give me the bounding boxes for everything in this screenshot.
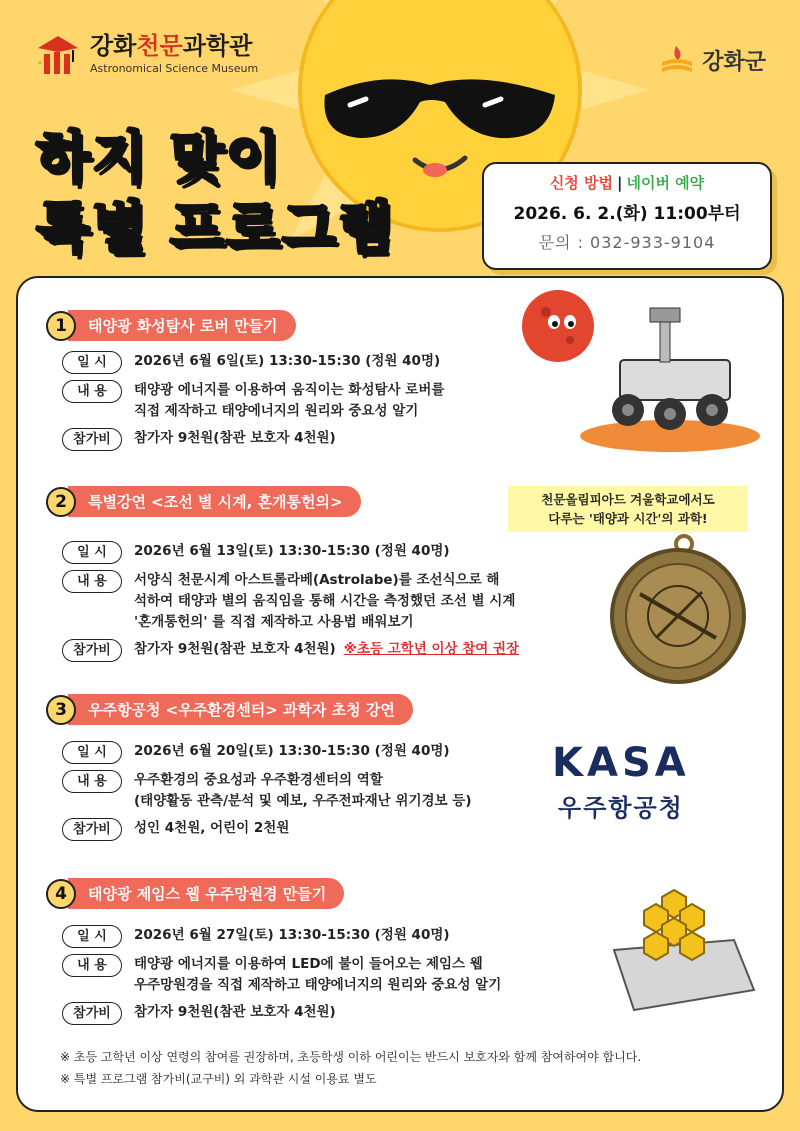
fee-label: 참가비: [62, 639, 122, 662]
museum-logo-icon: [34, 30, 82, 78]
program-fee: 참가자 9천원(참관 보호자 4천원) ※초등 고학년 이상 참여 권장: [134, 641, 520, 657]
fee-label: 참가비: [62, 1002, 122, 1025]
museum-name: 강화천문과학관: [90, 31, 253, 60]
apply-method: 신청 방법 | 네이버 예약: [549, 174, 705, 192]
mars-rover-illustration: [510, 286, 760, 456]
program-content: 서양식 천문시계 아스트롤라베(Astrolabe)를 조선식으로 해 석하여 태양과 별의 움직임을 통해 시간을 측정했던 조선 별 시계 '혼개통헌의' 를 직접 제작하고 사용법 배워보기: [134, 572, 516, 630]
footnotes: [60, 1046, 641, 1090]
fee-label: 참가비: [62, 818, 122, 841]
kasa-name: 우주항공청: [557, 794, 684, 822]
title-line-1: 하지 맞이: [36, 126, 282, 191]
county-flame-icon: [658, 44, 696, 76]
kasa-wordmark: KASA: [552, 740, 690, 786]
program-number: 3: [46, 695, 76, 725]
program-number: 4: [46, 879, 76, 909]
program-title: 태양광 제임스 웹 우주망원경 만들기: [68, 878, 344, 909]
date-label: 일 시: [62, 541, 122, 564]
page-title: [36, 124, 394, 264]
program-number: 2: [46, 487, 76, 517]
olympiad-note: 천문올림피아드 겨울학교에서도 다루는 '태양과 시간'의 과학!: [508, 486, 748, 532]
content-label: 내 용: [62, 770, 122, 793]
date-label: 일 시: [62, 741, 122, 764]
county-logo: [658, 44, 766, 76]
kasa-logo: [552, 740, 690, 823]
telescope-illustration: [604, 880, 764, 1020]
content-label: 내 용: [62, 380, 122, 403]
program-date: 2026년 6월 27일(토) 13:30-15:30 (정원 40명): [134, 927, 450, 943]
program-title: 특별강연 <조선 별 시계, 혼개통헌의>: [68, 486, 361, 517]
county-name: 강화군: [702, 49, 766, 75]
program-2: [46, 486, 519, 668]
program-fee: 성인 4천원, 어린이 2천원: [134, 820, 290, 836]
program-number: 1: [46, 311, 76, 341]
astrolabe-illustration: [600, 534, 750, 684]
apply-info-box: [482, 162, 772, 270]
date-label: 일 시: [62, 925, 122, 948]
program-date: 2026년 6월 13일(토) 13:30-15:30 (정원 40명): [134, 543, 450, 559]
program-title: 태양광 화성탐사 로버 만들기: [68, 310, 296, 341]
program-title: 우주항공청 <우주환경센터> 과학자 초청 강연: [68, 694, 413, 725]
content-label: 내 용: [62, 570, 122, 593]
program-content: 우주환경의 중요성과 우주환경센터의 역할 (태양활동 관측/분석 및 예보, 우주전파재난 위기경보 등): [134, 772, 472, 809]
museum-logo: [34, 30, 258, 78]
program-fee: 참가자 9천원(참관 보호자 4천원): [134, 430, 336, 446]
apply-datetime: 2026. 6. 2.(화) 11:00부터: [513, 204, 741, 224]
program-4: [46, 878, 501, 1031]
footnote-2: ※ 특별 프로그램 참가비(교구비) 외 과학관 시설 이용료 별도: [60, 1072, 377, 1086]
fee-label: 참가비: [62, 428, 122, 451]
age-warning: ※초등 고학년 이상 참여 권장: [343, 641, 520, 657]
museum-name-en: Astronomical Science Museum: [90, 61, 259, 75]
date-label: 일 시: [62, 351, 122, 374]
content-label: 내 용: [62, 954, 122, 977]
program-1: [46, 310, 444, 457]
program-date: 2026년 6월 6일(토) 13:30-15:30 (정원 40명): [134, 353, 441, 369]
program-date: 2026년 6월 20일(토) 13:30-15:30 (정원 40명): [134, 743, 450, 759]
title-line-2: 특별 프로그램: [36, 196, 395, 261]
program-content: 태양광 에너지를 이용하여 LED에 불이 들어오는 제임스 웹 우주망원경을 직접 제작하고 태양에너지의 원리와 중요성 알기: [134, 956, 502, 993]
program-content: 태양광 에너지를 이용하여 움직이는 화성탐사 로버를 직접 제작하고 태양에너지의 원리와 중요성 알기: [134, 382, 445, 419]
contact-phone: 문의 : 032-933-9104: [538, 233, 716, 252]
program-fee: 참가자 9천원(참관 보호자 4천원): [134, 1004, 336, 1020]
program-3: [46, 694, 472, 847]
footnote-1: ※ 초등 고학년 이상 연령의 참여를 권장하며, 초등학생 이하 어린이는 반드시 보호자와 함께 참여하여야 합니다.: [60, 1050, 642, 1064]
